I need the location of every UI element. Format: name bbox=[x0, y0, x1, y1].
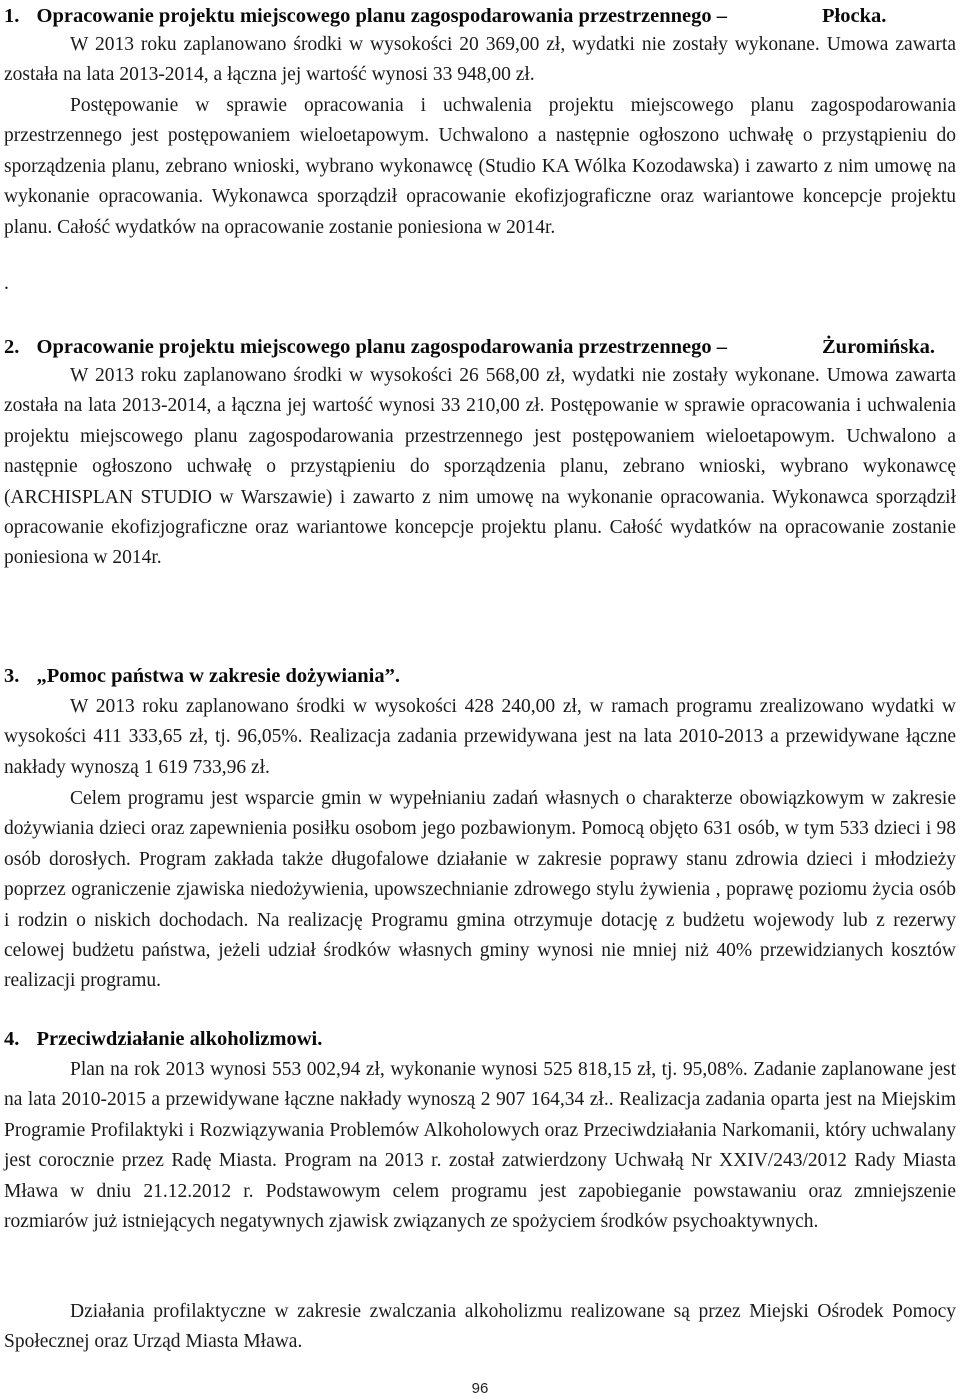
page-number: 96 bbox=[471, 1380, 489, 1397]
section-2-title: Opracowanie projektu miejscowego planu zagospodarowania przestrzennego – bbox=[36, 336, 728, 358]
section-1-paragraph-1: W 2013 roku zaplanowano środki w wysokości 20 369,00 zł, wydatki nie zostały wykonane. Umowa zawarta została na lata 2013-2014, a łączna jej wartość wynosi 33 948,00 zł. bbox=[4, 34, 956, 86]
section-1-paragraph-2: Postępowanie w sprawie opracowania i uchwalenia projektu miejscowego planu zagospodarowania przestrzennego jest postępowaniem wieloetapowym. Uchwalono a następnie ogłoszono uchwałę o przystąpieniu do sporządzenia planu, zebrano wnioski, wybrano wykonawcę (Studio KA Wólka Kozodawska) i zawarto z nim umowę na wykonanie opracowania. Wykonawca sporządził opracowanie ekofizjograficzne oraz wariantowe koncepcje projektu planu. Całość wydatków na opracowanie zostanie poniesiona w 2014r. bbox=[4, 95, 956, 238]
section-4-title: Przeciwdziałanie alkoholizmowi. bbox=[36, 1028, 323, 1050]
section-3-paragraph-2: Celem programu jest wsparcie gmin w wypełnianiu zadań własnych o charakterze obowiązkowym w zakresie dożywiania dzieci oraz zapewnienia posiłku osobom jego pozbawionym. Pomocą objęto 631 osób, w tym 533 dzieci i 98 osób dorosłych. Program zakłada także długofalowe działanie w zakresie poprawy stanu zdrowia dzieci i młodzieży poprzez ograniczenie zjawiska niedożywienia, upowszechnianie zdrowego stylu żywienia , poprawę poziomu życia osób i rodzin o niskich dochodach. Na realizację Programu gmina otrzymuje dotację z budżetu wojewody lub z rezerwy celowej budżetu państwa, jeżeli udział środków własnych gminy wynosi nie mniej niż 40% przewidzianych kosztów realizacji programu. bbox=[4, 788, 956, 992]
section-3-title: „Pomoc państwa w zakresie dożywiania”. bbox=[36, 665, 400, 687]
section-1-title: Opracowanie projektu miejscowego planu zagospodarowania przestrzennego – bbox=[36, 5, 728, 27]
section-1-trailing-mark: . bbox=[4, 273, 9, 294]
section-2-heading bbox=[4, 335, 935, 359]
section-3-heading bbox=[4, 664, 400, 688]
section-2-title-tail: Żuromińska. bbox=[822, 336, 935, 358]
section-2-paragraph-1: W 2013 roku zaplanowano środki w wysokości 26 568,00 zł, wydatki nie zostały wykonane. Umowa zawarta została na lata 2013-2014, a łączna jej wartość wynosi 33 210,00 zł. Postępowanie w sprawie opracowania i uchwalenia projektu miejscowego planu zagospodarowania przestrzennego jest postępowaniem wieloetapowym. Uchwalono a następnie ogłoszono uchwałę o przystąpieniu do sporządzenia planu, zebrano wnioski, wybrano wykonawcę (ARCHISPLAN STUDIO w Warszawie) i zawarto z nim umowę na wykonanie opracowania. Wykonawca sporządził opracowanie ekofizjograficzne oraz wariantowe koncepcje projektu planu. Całość wydatków na opracowanie zostanie poniesiona w 2014r. bbox=[4, 365, 956, 569]
section-3-number: 3. bbox=[4, 665, 20, 687]
section-1-heading bbox=[4, 4, 887, 28]
section-1-title-tail: Płocka. bbox=[822, 5, 887, 27]
section-2-number: 2. bbox=[4, 336, 20, 358]
section-1-number: 1. bbox=[4, 5, 20, 27]
section-4-number: 4. bbox=[4, 1028, 20, 1050]
section-4-paragraph-1: Plan na rok 2013 wynosi 553 002,94 zł, wykonanie wynosi 525 818,15 zł, tj. 95,08%. Zadanie zaplanowane jest na lata 2010-2015 a przewidywane łączne nakłady wynoszą 2 907 164,34 zł.. Realizacja zadania oparta jest na Miejskim Programie Profilaktyki i Rozwiązywania Problemów Alkoholowych oraz Przeciwdziałania Narkomanii, który uchwalany jest corocznie przez Radę Miasta. Program na 2013 r. został zatwierdzony Uchwałą Nr XXIV/243/2012 Rady Miasta Mława w dniu 21.12.2012 r. Podstawowym celem programu jest zapobieganie powstawaniu oraz zmniejszenie rozmiarów już istniejących negatywnych zjawisk związanych ze spożyciem środków psychoaktywnych. bbox=[4, 1059, 956, 1233]
section-4-paragraph-2: Działania profilaktyczne w zakresie zwalczania alkoholizmu realizowane są przez Miejski Ośrodek Pomocy Społecznej oraz Urząd Miasta Mława. bbox=[4, 1301, 956, 1353]
section-3-paragraph-1: W 2013 roku zaplanowano środki w wysokości 428 240,00 zł, w ramach programu zrealizowano wydatki w wysokości 411 333,65 zł, tj. 96,05%. Realizacja zadania przewidywana jest na lata 2010-2013 a przewidywane łączne nakłady wynoszą 1 619 733,96 zł. bbox=[4, 696, 956, 778]
section-4-heading bbox=[4, 1027, 322, 1051]
